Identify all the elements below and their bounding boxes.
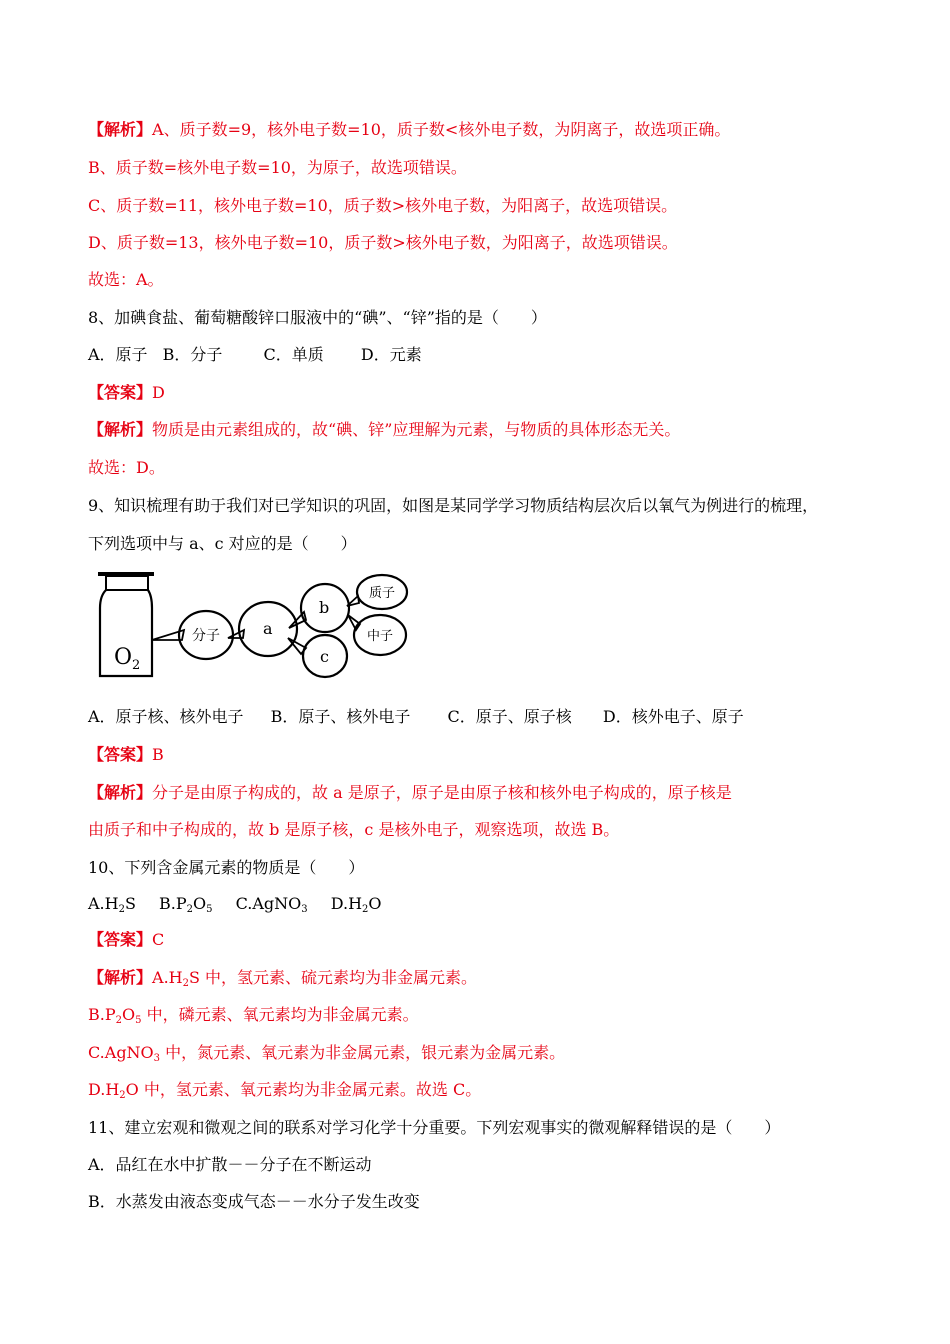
q8-analysis	[88, 420, 680, 440]
formula-subscript: 3	[301, 904, 308, 915]
q8-option-a: A．原子	[88, 345, 148, 364]
formula-part: C.AgNO	[88, 1043, 154, 1062]
answer-tag: 【答案】	[88, 383, 153, 402]
analysis-text: 物质是由元素组成的，故“碘、锌”应理解为元素，与物质的具体形态无关。	[152, 420, 681, 439]
formula-part: C.AgNO	[235, 894, 302, 913]
q9-analysis-line1	[88, 783, 732, 803]
q10-option-c	[236, 894, 308, 914]
analysis-tag: 【解析】	[88, 783, 153, 802]
formula-part: O	[193, 894, 207, 913]
bottle-label-sub: 2	[132, 658, 141, 673]
q9-question-line2: 下列选项中与 a、c 对应的是（ ）	[88, 534, 357, 553]
analysis-tag: 【解析】	[88, 120, 153, 139]
q9-question-line1: 9、知识梳理有助于我们对已学知识的巩固，如图是某同学学习物质结构层次后以氧气为例进行的梳理，	[88, 496, 819, 515]
q7-analysis-c: C、质子数=11，核外电子数=10，质子数>核外电子数，为阳离子，故选项错误。	[88, 196, 678, 215]
q10-answer	[88, 930, 164, 950]
analysis-text: O 中，氢元素、氧元素均为非金属元素。故选 C。	[125, 1080, 482, 1099]
q8-option-d: D．元素	[360, 345, 422, 364]
node-c: c	[320, 647, 329, 666]
formula-subscript: 3	[153, 1053, 161, 1064]
formula-part: A.H	[88, 894, 119, 913]
answer-value: D	[152, 383, 165, 402]
q10-analysis-a	[88, 968, 477, 988]
analysis-text: A、质子数=9，核外电子数=10，质子数<核外电子数，为阴离子，故选项正确。	[152, 120, 731, 139]
answer-tag: 【答案】	[88, 930, 153, 949]
q9-option-c: C．原子、原子核	[447, 707, 572, 726]
node-a: a	[263, 619, 273, 638]
analysis-text: 中，磷元素、氧元素均为非金属元素。	[141, 1005, 419, 1024]
q8-conclusion: 故选：D。	[88, 458, 165, 477]
q10-option-d	[331, 894, 382, 914]
formula-part: B.P	[159, 894, 187, 913]
formula-part: D.H	[88, 1080, 120, 1099]
q10-option-a	[88, 894, 136, 914]
q7-analysis-b: B、质子数=核外电子数=10，为原子，故选项错误。	[88, 158, 467, 177]
formula-subscript: 2	[362, 904, 369, 915]
formula-subscript: 2	[118, 904, 125, 915]
q7-conclusion: 故选：A。	[88, 270, 164, 289]
q10-question: 10、下列含金属元素的物质是（ ）	[88, 858, 365, 877]
q10-option-b	[159, 894, 212, 914]
q7-analysis-d: D、质子数=13，核外电子数=10，质子数>核外电子数，为阳离子，故选项错误。	[88, 233, 678, 252]
analysis-text: 分子是由原子构成的，故 a 是原子，原子是由原子核和核外电子构成的，原子核是	[152, 783, 732, 802]
formula-subscript: 5	[135, 1015, 142, 1026]
analysis-tag: 【解析】	[88, 968, 153, 987]
node-neutron: 中子	[367, 629, 394, 644]
q9-analysis-line2: 由质子和中子构成的，故 b 是原子核，c 是核外电子，观察选项，故选 B。	[88, 820, 620, 839]
formula-part: S	[124, 894, 136, 913]
formula-part: O	[368, 894, 382, 913]
formula-part: D.H	[330, 894, 363, 913]
analysis-text: 中，氮元素、氧元素为非金属元素，银元素为金属元素。	[160, 1043, 566, 1062]
q9-option-d: D．核外电子、原子	[602, 707, 744, 726]
q11-option-b: B．水蒸发由液态变成气态－－水分子发生改变	[88, 1192, 420, 1211]
q9-option-a: A．原子核、核外电子	[88, 707, 244, 726]
analysis-tag: 【解析】	[88, 420, 153, 439]
formula-subscript: 2	[115, 1015, 122, 1026]
q10-analysis-c	[88, 1043, 565, 1063]
q8-options	[88, 345, 422, 365]
formula-subscript: 2	[119, 1090, 126, 1101]
q7-analysis-a	[88, 120, 730, 140]
formula-part: B.P	[88, 1005, 116, 1024]
answer-tag: 【答案】	[88, 745, 153, 764]
q9-options	[88, 707, 744, 727]
q9-option-b: B．原子、核外电子	[270, 707, 411, 726]
analysis-text: S 中，氢元素、硫元素均为非金属元素。	[188, 968, 478, 987]
q8-option-c: C．单质	[263, 345, 324, 364]
formula-subscript: 5	[206, 904, 213, 915]
q8-question: 8、加碘食盐、葡萄糖酸锌口服液中的“碘”、“锌”指的是（ ）	[88, 308, 547, 327]
formula-part: A.H	[152, 968, 183, 987]
node-b: b	[319, 598, 330, 617]
formula-part: O	[121, 1005, 136, 1024]
structure-diagram	[96, 570, 416, 682]
q8-answer	[88, 383, 165, 403]
bottle-label	[114, 645, 140, 673]
q10-analysis-b	[88, 1005, 419, 1025]
q10-analysis-d	[88, 1080, 481, 1100]
answer-value: B	[152, 745, 164, 764]
node-molecule: 分子	[192, 628, 220, 644]
bottle-label-main: O	[114, 645, 133, 670]
q11-option-a: A．品红在水中扩散－－分子在不断运动	[88, 1155, 372, 1174]
formula-subscript: 2	[182, 978, 189, 989]
q10-options	[88, 894, 382, 914]
q8-option-b: B．分子	[162, 345, 223, 364]
q11-question: 11、建立宏观和微观之间的联系对学习化学十分重要。下列宏观事实的微观解释错误的是（ ）	[88, 1118, 781, 1137]
answer-value: C	[152, 930, 165, 949]
q9-answer	[88, 745, 164, 765]
formula-subscript: 2	[186, 904, 194, 915]
node-proton: 质子	[369, 586, 396, 601]
